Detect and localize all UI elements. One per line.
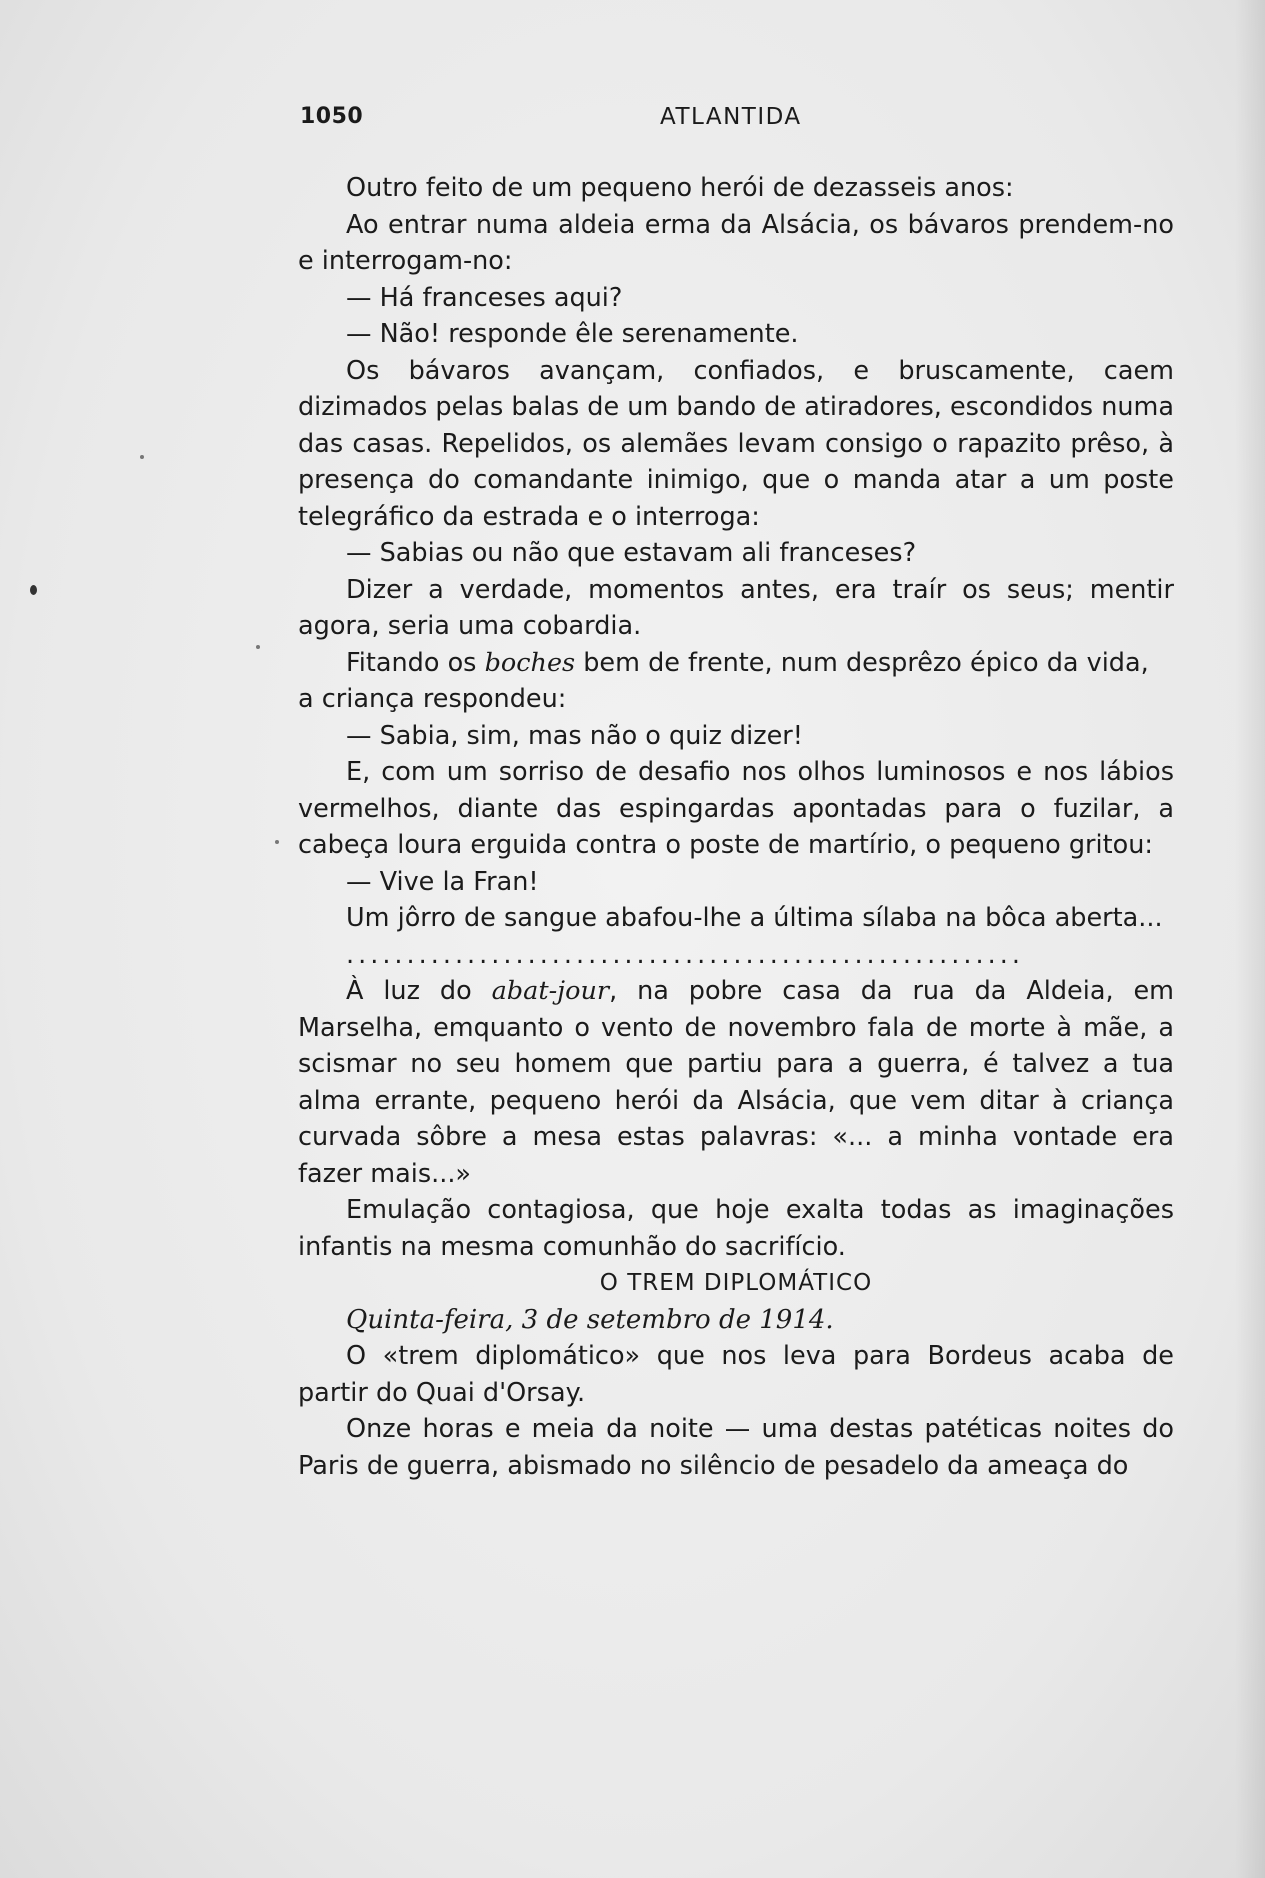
margin-speck [256,645,260,649]
dialogue-line: — Sabia, sim, mas não o quiz dizer! [346,720,803,751]
margin-speck [140,455,144,459]
italic-word: abat-jour [491,976,610,1006]
text-run: Fitando os [346,647,485,678]
paragraph: O «trem diplomático» que nos leva para Bordeus acaba de partir do Quai d'Orsay. [298,1341,1174,1408]
paragraph: Ao entrar numa aldeia erma da Alsácia, os bávaros prendem-no e interrogam-no: [298,209,1174,276]
paragraph-with-italic [298,973,1174,1192]
text-run: , na pobre casa da rua da Aldeia, em Marselha, emquanto o vento de novembro fala de morte à mãe, a scismar no seu homem que partiu para a guerra, é talvez a tua alma errante, pequeno herói da Alsácia, que vem ditar à criança curvada sôbre a mesa estas palavras: «... a minha vontade era fazer mais...» [298,976,1175,1189]
paragraph: Os bávaros avançam, confiados, e bruscamente, caem dizimados pelas balas de um bando de atiradores, escondidos numa das casas. Repelidos, os alemães levam consigo o rapazito prêso, à presença do comandante inimigo, que o manda atar a um poste telegráfico da estrada e o interroga: [298,355,1174,532]
running-title: ATLANTIDA [660,104,802,130]
ellipsis-separator: ........................................................ [346,939,1024,970]
margin-speck [275,840,279,844]
section-title: O TREM DIPLOMÁTICO [599,1270,873,1296]
dialogue-line: — Não! responde êle serenamente. [346,319,799,349]
paragraph: Onze horas e meia da noite — uma destas patéticas noites do Paris de guerra, abismado no silêncio de pesadelo da ameaça do [298,1414,1174,1481]
page-body-text [298,170,1174,1484]
paragraph-with-italic [298,645,1174,682]
page-header [300,104,1172,138]
dialogue-line: — Vive la Fran! [346,866,539,897]
dialogue-line: — Sabias ou não que estavam ali franceses? [346,538,917,568]
paragraph: E, com um sorriso de desafio nos olhos luminosos e nos lábios vermelhos, diante das espingardas apontadas para o fuzilar, a cabeça loura erguida contra o poste de martírio, o pequeno gritou: [298,757,1174,860]
page-number: 1050 [300,104,364,129]
paragraph: Emulação contagiosa, que hoje exalta todas as imaginações infantis na mesma comunhão do sacrifício. [298,1195,1174,1262]
text-run: À luz do [346,976,492,1006]
paragraph: Dizer a verdade, momentos antes, era traír os seus; mentir agora, seria uma cobardia. [298,574,1174,641]
date-line: Quinta-feira, 3 de setembro de 1914. [346,1304,834,1335]
page-edge-shadow [1235,0,1265,1878]
paragraph: Um jôrro de sangue abafou-lhe a última sílaba na bôca aberta... [346,903,1163,933]
text-run: bem de frente, num desprêzo épico da vida, [575,647,1149,678]
margin-ink-mark [30,585,37,595]
dialogue-line: — Há franceses aqui? [346,282,623,313]
paragraph-continuation: a criança respondeu: [298,684,567,714]
paragraph: Outro feito de um pequeno herói de dezasseis anos: [346,173,1014,203]
italic-word: boches [484,647,576,678]
